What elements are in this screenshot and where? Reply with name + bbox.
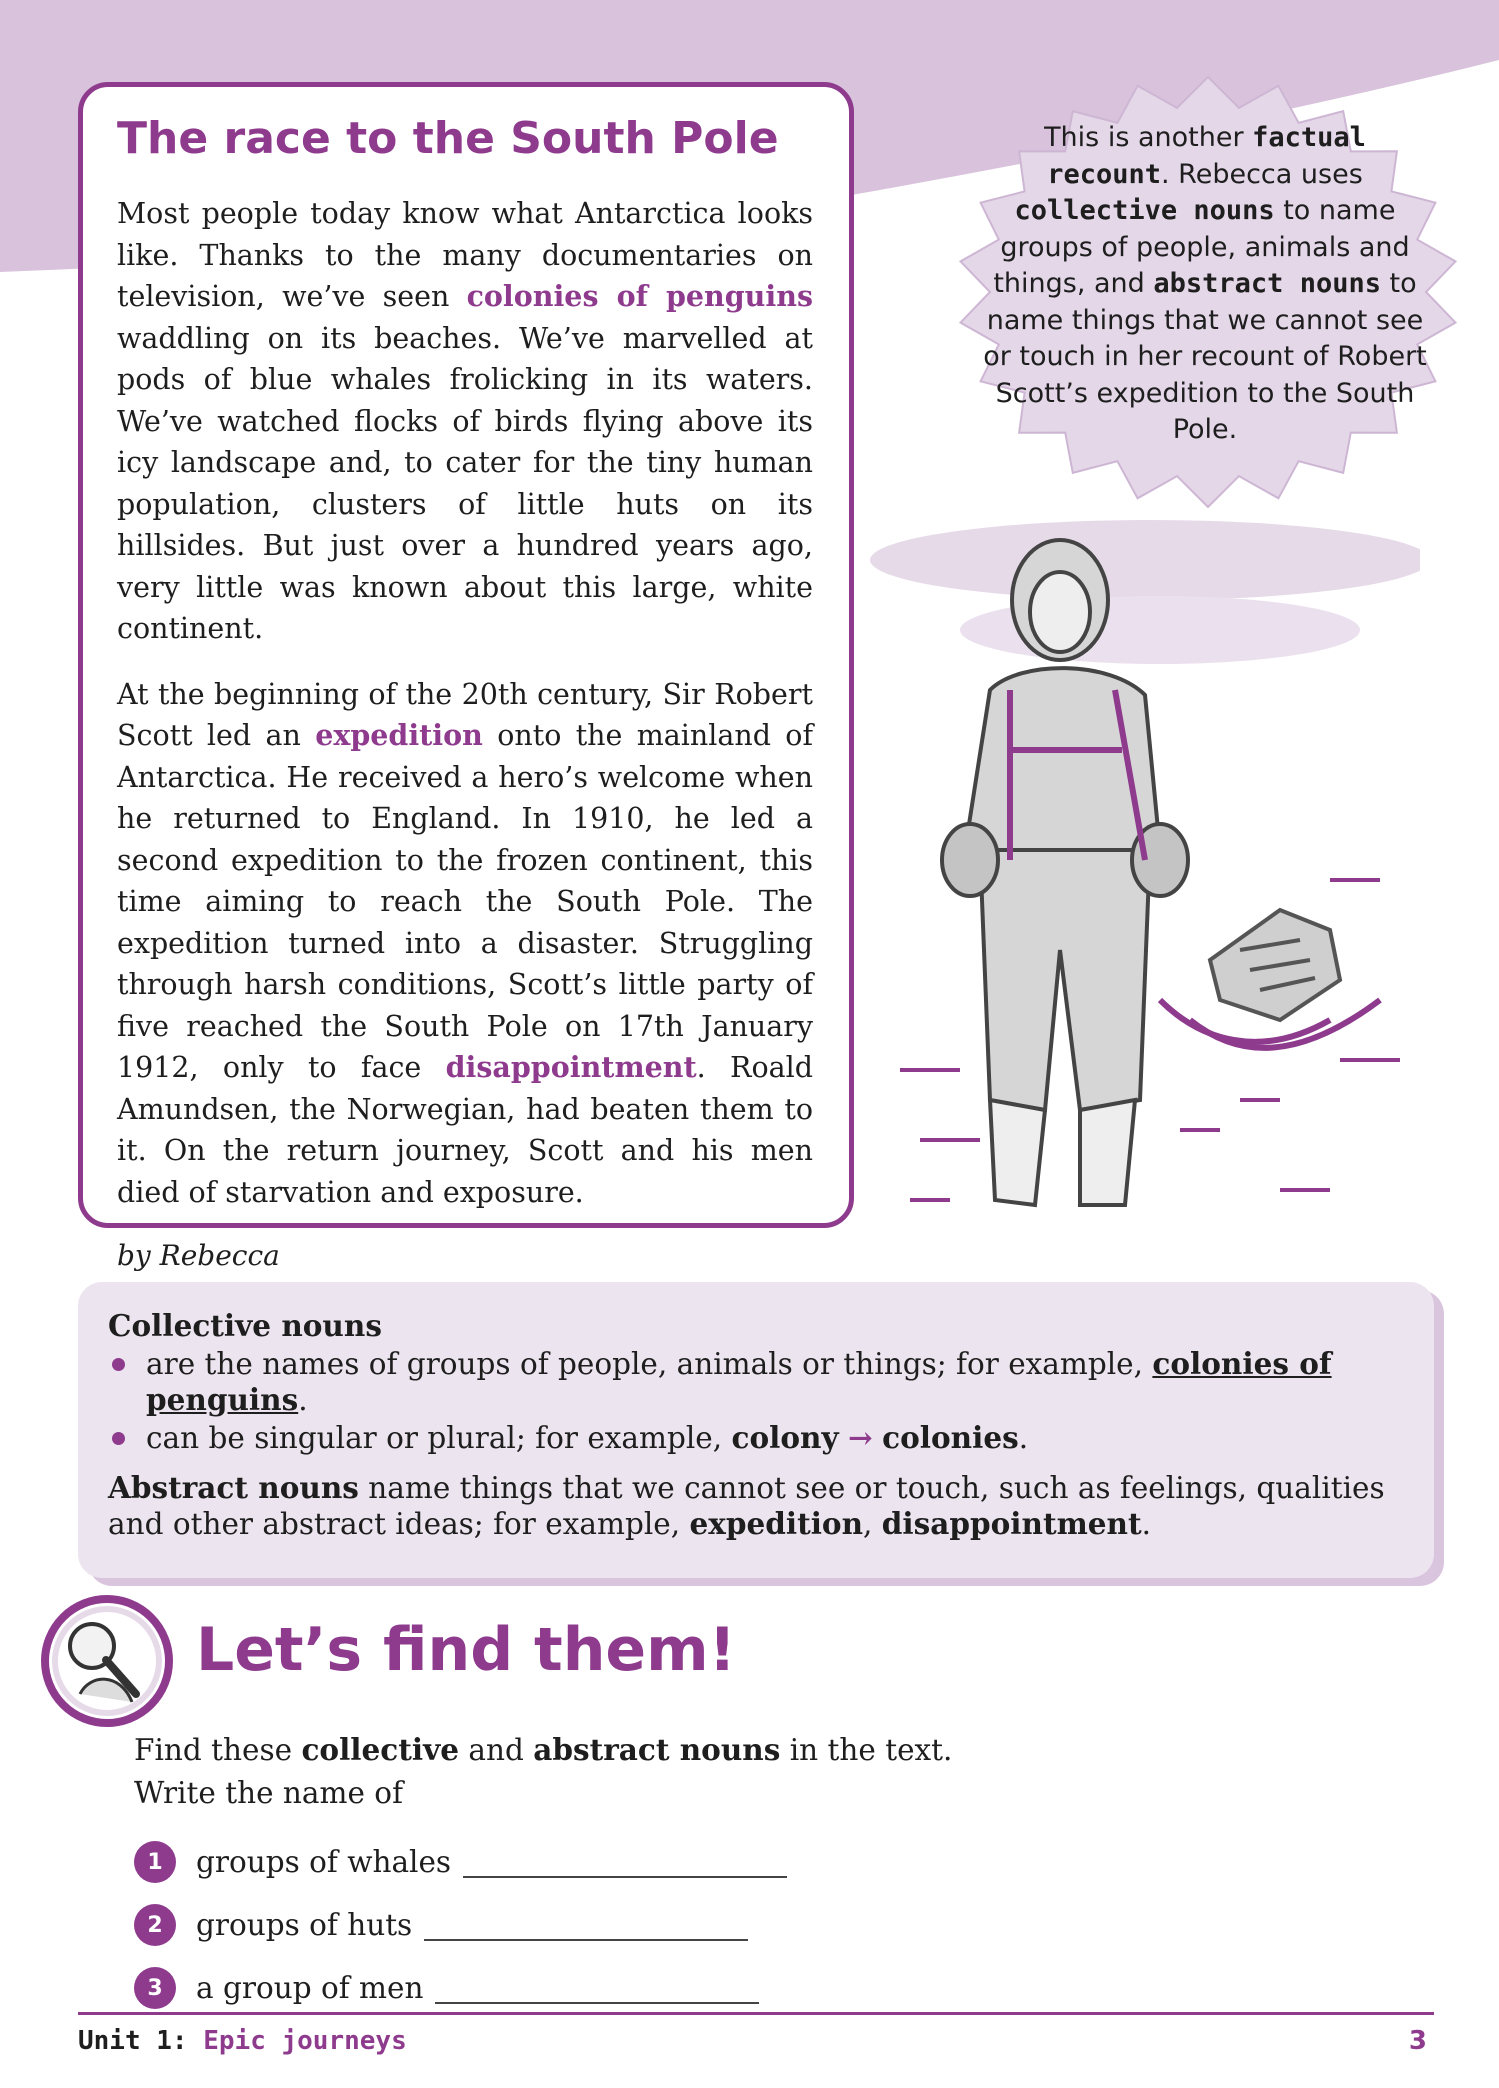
callout-segment: to name groups of people, animals and things, and: [993, 195, 1410, 299]
footer-unit-label: [78, 2026, 407, 2056]
abstract-nouns-definition: [108, 1470, 1404, 1542]
footer-topic: Epic journeys: [187, 2026, 407, 2056]
answer-line[interactable]: [435, 1972, 759, 2004]
activity-title: Let’s find them!: [196, 1615, 736, 1685]
instruction-bold: collective: [301, 1732, 459, 1767]
question-row: [134, 1966, 759, 2010]
question-row: [134, 1840, 787, 1884]
grammar-info-box: [78, 1282, 1434, 1578]
bullet-end: .: [298, 1383, 308, 1417]
abstract-end: .: [1141, 1507, 1152, 1541]
story-text: Most people today know what Antarctica looks like. Thanks to the many documentaries on television, we’ve seen: [117, 197, 813, 314]
story-text: waddling on its beaches. We’ve marvelled at pods of blue whales frolicking in its waters. We’ve watched flocks of birds flying above its icy landscape and, to cater for the tiny human population, clusters of little huts on its hillsides. But just over a hundred years ago, very little was known about this large, white continent.: [117, 321, 813, 646]
activity-instruction-2: Write the name of: [134, 1776, 403, 1810]
highlighted-noun: colonies of penguins: [466, 279, 813, 314]
page-number: 3: [1408, 2026, 1427, 2056]
abstract-example: disappointment: [881, 1506, 1142, 1541]
abstract-text: name things that we cannot see or touch, such as feelings, qualities and other abstract ideas; for example,: [108, 1471, 1385, 1541]
bullet-end: .: [1018, 1421, 1029, 1455]
arrow-right-icon: →: [848, 1420, 873, 1455]
magnifying-glass-icon: [40, 1594, 174, 1728]
callout-segment: to name things that we cannot see or touch in her recount of Robert Scott’s expedition to the South Pole.: [983, 268, 1427, 445]
story-box: [78, 82, 854, 1273]
instruction-text: and: [458, 1733, 534, 1767]
collective-nouns-list: [108, 1346, 1404, 1456]
story-title: The race to the South Pole: [117, 113, 779, 164]
highlighted-noun: disappointment: [445, 1050, 697, 1085]
question-text: groups of huts: [196, 1908, 413, 1942]
abstract-example: expedition: [689, 1506, 864, 1541]
callout-bold-term: abstract nouns: [1153, 268, 1381, 299]
activity-instruction: [134, 1732, 952, 1767]
bullet-example: colonies: [882, 1420, 1019, 1455]
abstract-nouns-term: Abstract nouns: [108, 1470, 359, 1505]
highlighted-noun: expedition: [315, 718, 483, 753]
instruction-text: Find these: [134, 1733, 302, 1767]
question-number: 3: [134, 1967, 176, 2009]
story-text: At the beginning of the 20th century, Sir Robert Scott led an: [117, 677, 813, 753]
story-paragraph-2: [117, 674, 813, 1214]
callout-bold-term: collective nouns: [1014, 195, 1275, 226]
callout-segment: This is another: [1044, 122, 1253, 153]
story-text: . Roald Amundsen, the Norwegian, had beaten them to it. On the return journey, Scott and his men died of starvation and exposure.: [117, 1051, 813, 1209]
answer-line[interactable]: [424, 1909, 748, 1941]
instruction-bold: abstract nouns: [533, 1732, 781, 1767]
question-number: 1: [134, 1841, 176, 1883]
question-text: groups of whales: [196, 1845, 452, 1879]
footer-unit: Unit 1:: [78, 2026, 188, 2056]
question-number: 2: [134, 1904, 176, 1946]
answer-line[interactable]: [463, 1846, 787, 1878]
callout-bold-term: factual recount: [1047, 122, 1366, 190]
story-byline: by Rebecca: [117, 1239, 280, 1273]
bullet-example: colonies of penguins: [146, 1346, 1332, 1417]
explorer-illustration: [860, 500, 1420, 1260]
story-text: onto the mainland of Antarctica. He received a hero’s welcome when he returned to England. In 1910, he led a second expedition to the frozen continent, this time aiming to reach the South Pole. The expedition turned into a disaster. Struggling through harsh conditions, Scott’s little party of five reached the South Pole on 17th January 1912, only to face: [117, 719, 813, 1085]
abstract-sep: ,: [863, 1507, 882, 1541]
info-bullet-2: [108, 1420, 1404, 1456]
footer-divider: [78, 2012, 1434, 2015]
info-bullet-1: [108, 1346, 1404, 1418]
bullet-text: can be singular or plural; for example,: [146, 1421, 732, 1455]
story-paragraph-1: [117, 193, 813, 650]
collective-nouns-heading: Collective nouns: [108, 1308, 382, 1343]
bullet-example: colony: [731, 1420, 839, 1455]
bullet-text: are the names of groups of people, animals or things; for example,: [146, 1347, 1153, 1381]
question-row: [134, 1903, 748, 1947]
callout-segment: . Rebecca uses: [1161, 158, 1363, 190]
question-text: a group of men: [196, 1971, 424, 2005]
callout-text: [980, 120, 1430, 449]
instruction-text: in the text.: [780, 1733, 953, 1767]
